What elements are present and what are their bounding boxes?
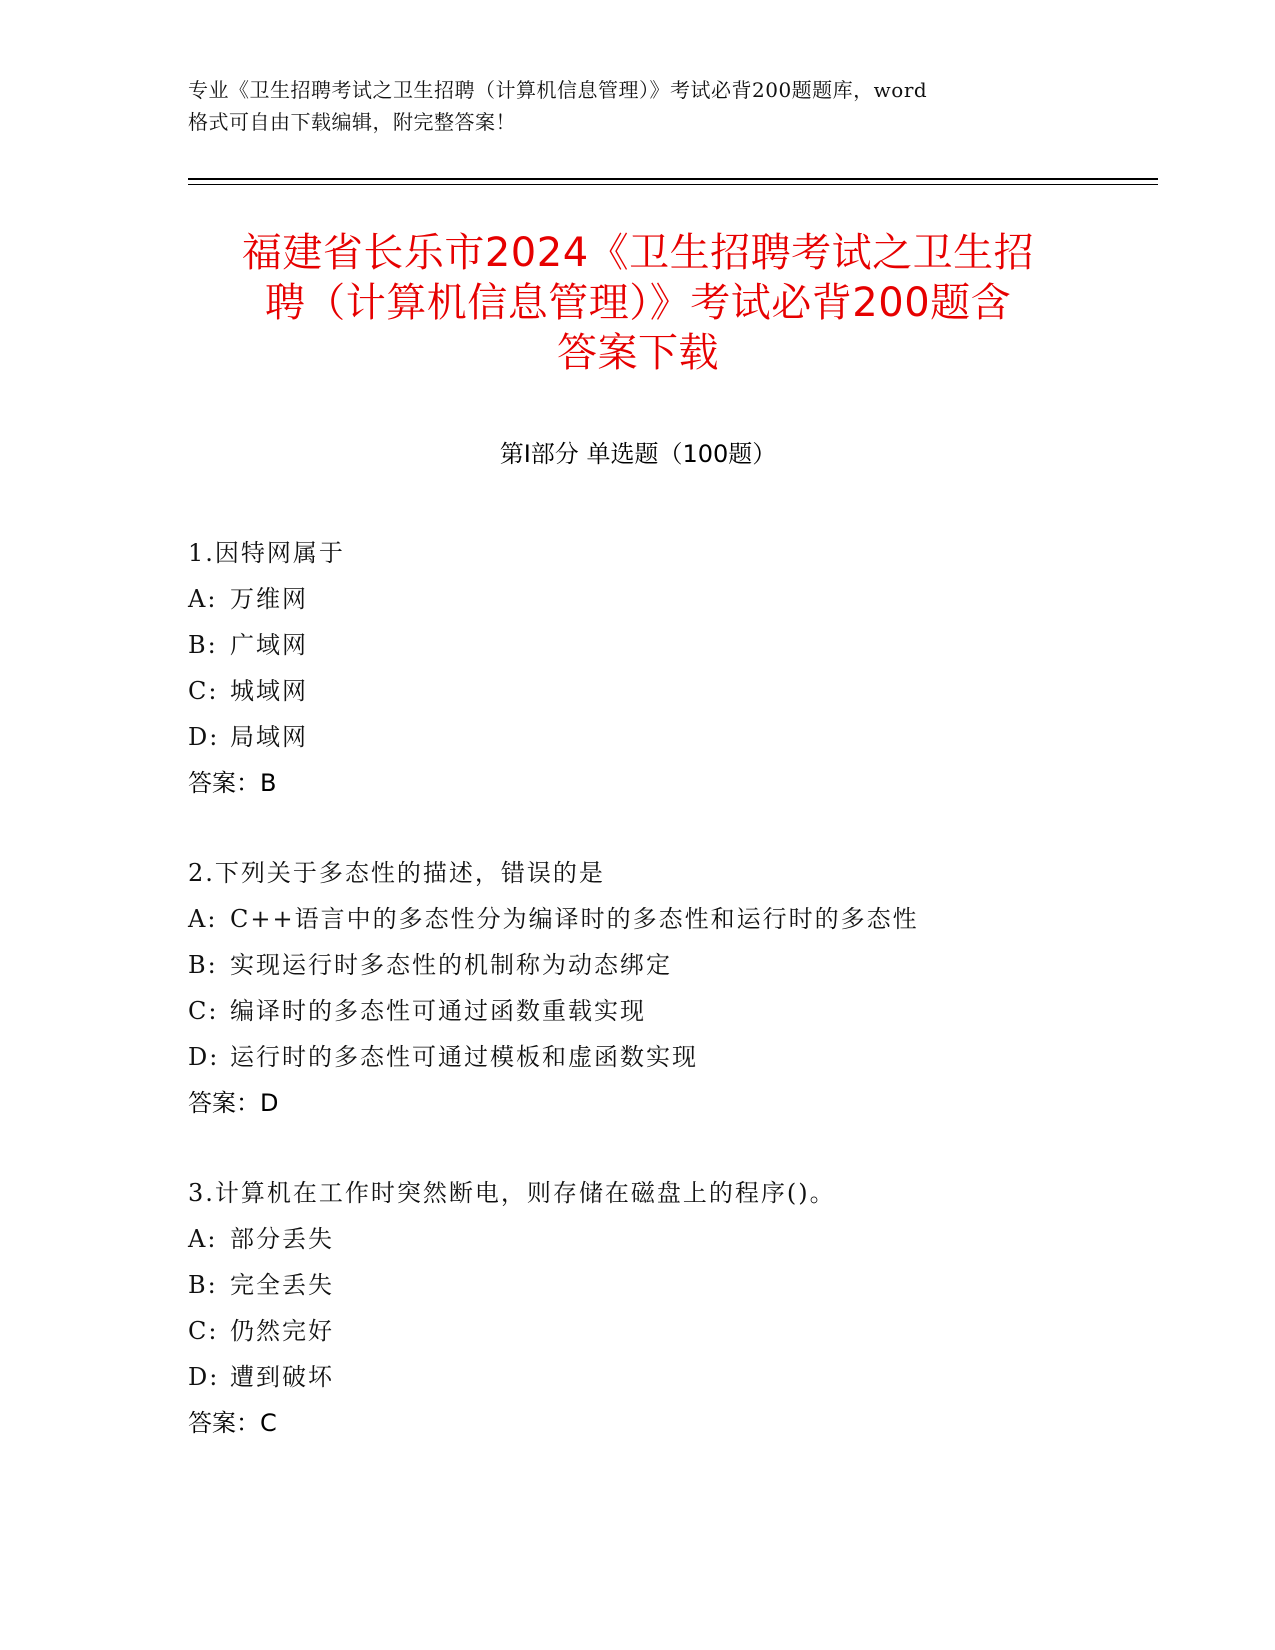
question-2 <box>188 850 1088 1126</box>
option-c <box>188 668 1088 714</box>
answer-line: 答案：B <box>188 769 277 797</box>
answer-line: 答案：C <box>188 1409 277 1437</box>
option-label: B: <box>188 631 218 659</box>
option-text: 仍然完好 <box>230 1317 334 1345</box>
option-b <box>188 622 1088 668</box>
option-label: C: <box>188 997 219 1025</box>
option-a <box>188 896 1088 942</box>
option-text: 实现运行时多态性的机制称为动态绑定 <box>230 951 672 979</box>
title-line-3: 答案下载 <box>557 330 719 376</box>
header-line-2: 格式可自由下载编辑，附完整答案！ <box>188 110 516 134</box>
question-stem: 2.下列关于多态性的描述，错误的是 <box>188 859 605 887</box>
document-title <box>188 228 1088 378</box>
option-a <box>188 1216 1088 1262</box>
question-1 <box>188 530 1088 806</box>
option-text: 编译时的多态性可通过函数重载实现 <box>230 997 646 1025</box>
header-line-1: 专业《卫生招聘考试之卫生招聘（计算机信息管理）》考试必背200题题库，word <box>188 78 928 102</box>
option-text: 万维网 <box>230 585 308 613</box>
question-3 <box>188 1170 1088 1446</box>
option-label: D: <box>188 1043 220 1071</box>
question-stem: 3.计算机在工作时突然断电，则存储在磁盘上的程序()。 <box>188 1179 836 1207</box>
option-d <box>188 1034 1088 1080</box>
option-label: A: <box>188 585 218 613</box>
title-line-2: 聘（计算机信息管理）》考试必背200题含 <box>264 280 1012 326</box>
option-text: 城域网 <box>230 677 308 705</box>
option-label: A: <box>188 905 218 933</box>
option-text: 部分丢失 <box>230 1225 334 1253</box>
option-text: C++语言中的多态性分为编译时的多态性和运行时的多态性 <box>230 905 919 933</box>
option-b <box>188 1262 1088 1308</box>
option-text: 广域网 <box>230 631 308 659</box>
option-label: D: <box>188 1363 220 1391</box>
option-label: B: <box>188 951 218 979</box>
option-a <box>188 576 1088 622</box>
section-title: 第Ⅰ部分 单选题（100题） <box>499 440 777 468</box>
header-divider-thin <box>188 184 1158 185</box>
title-line-1: 福建省长乐市2024《卫生招聘考试之卫生招 <box>241 230 1035 276</box>
option-c <box>188 988 1088 1034</box>
option-text: 完全丢失 <box>230 1271 334 1299</box>
option-label: B: <box>188 1271 218 1299</box>
question-list <box>188 530 1088 1490</box>
option-text: 局域网 <box>230 723 308 751</box>
option-label: A: <box>188 1225 218 1253</box>
page-header <box>188 74 1088 138</box>
question-stem: 1.因特网属于 <box>188 539 345 567</box>
option-c <box>188 1308 1088 1354</box>
option-label: D: <box>188 723 220 751</box>
option-text: 遭到破坏 <box>230 1363 334 1391</box>
option-label: C: <box>188 677 219 705</box>
option-label: C: <box>188 1317 219 1345</box>
option-d <box>188 714 1088 760</box>
option-b <box>188 942 1088 988</box>
header-divider-thick <box>188 178 1158 180</box>
answer-line: 答案：D <box>188 1089 279 1117</box>
option-text: 运行时的多态性可通过模板和虚函数实现 <box>230 1043 698 1071</box>
option-d <box>188 1354 1088 1400</box>
